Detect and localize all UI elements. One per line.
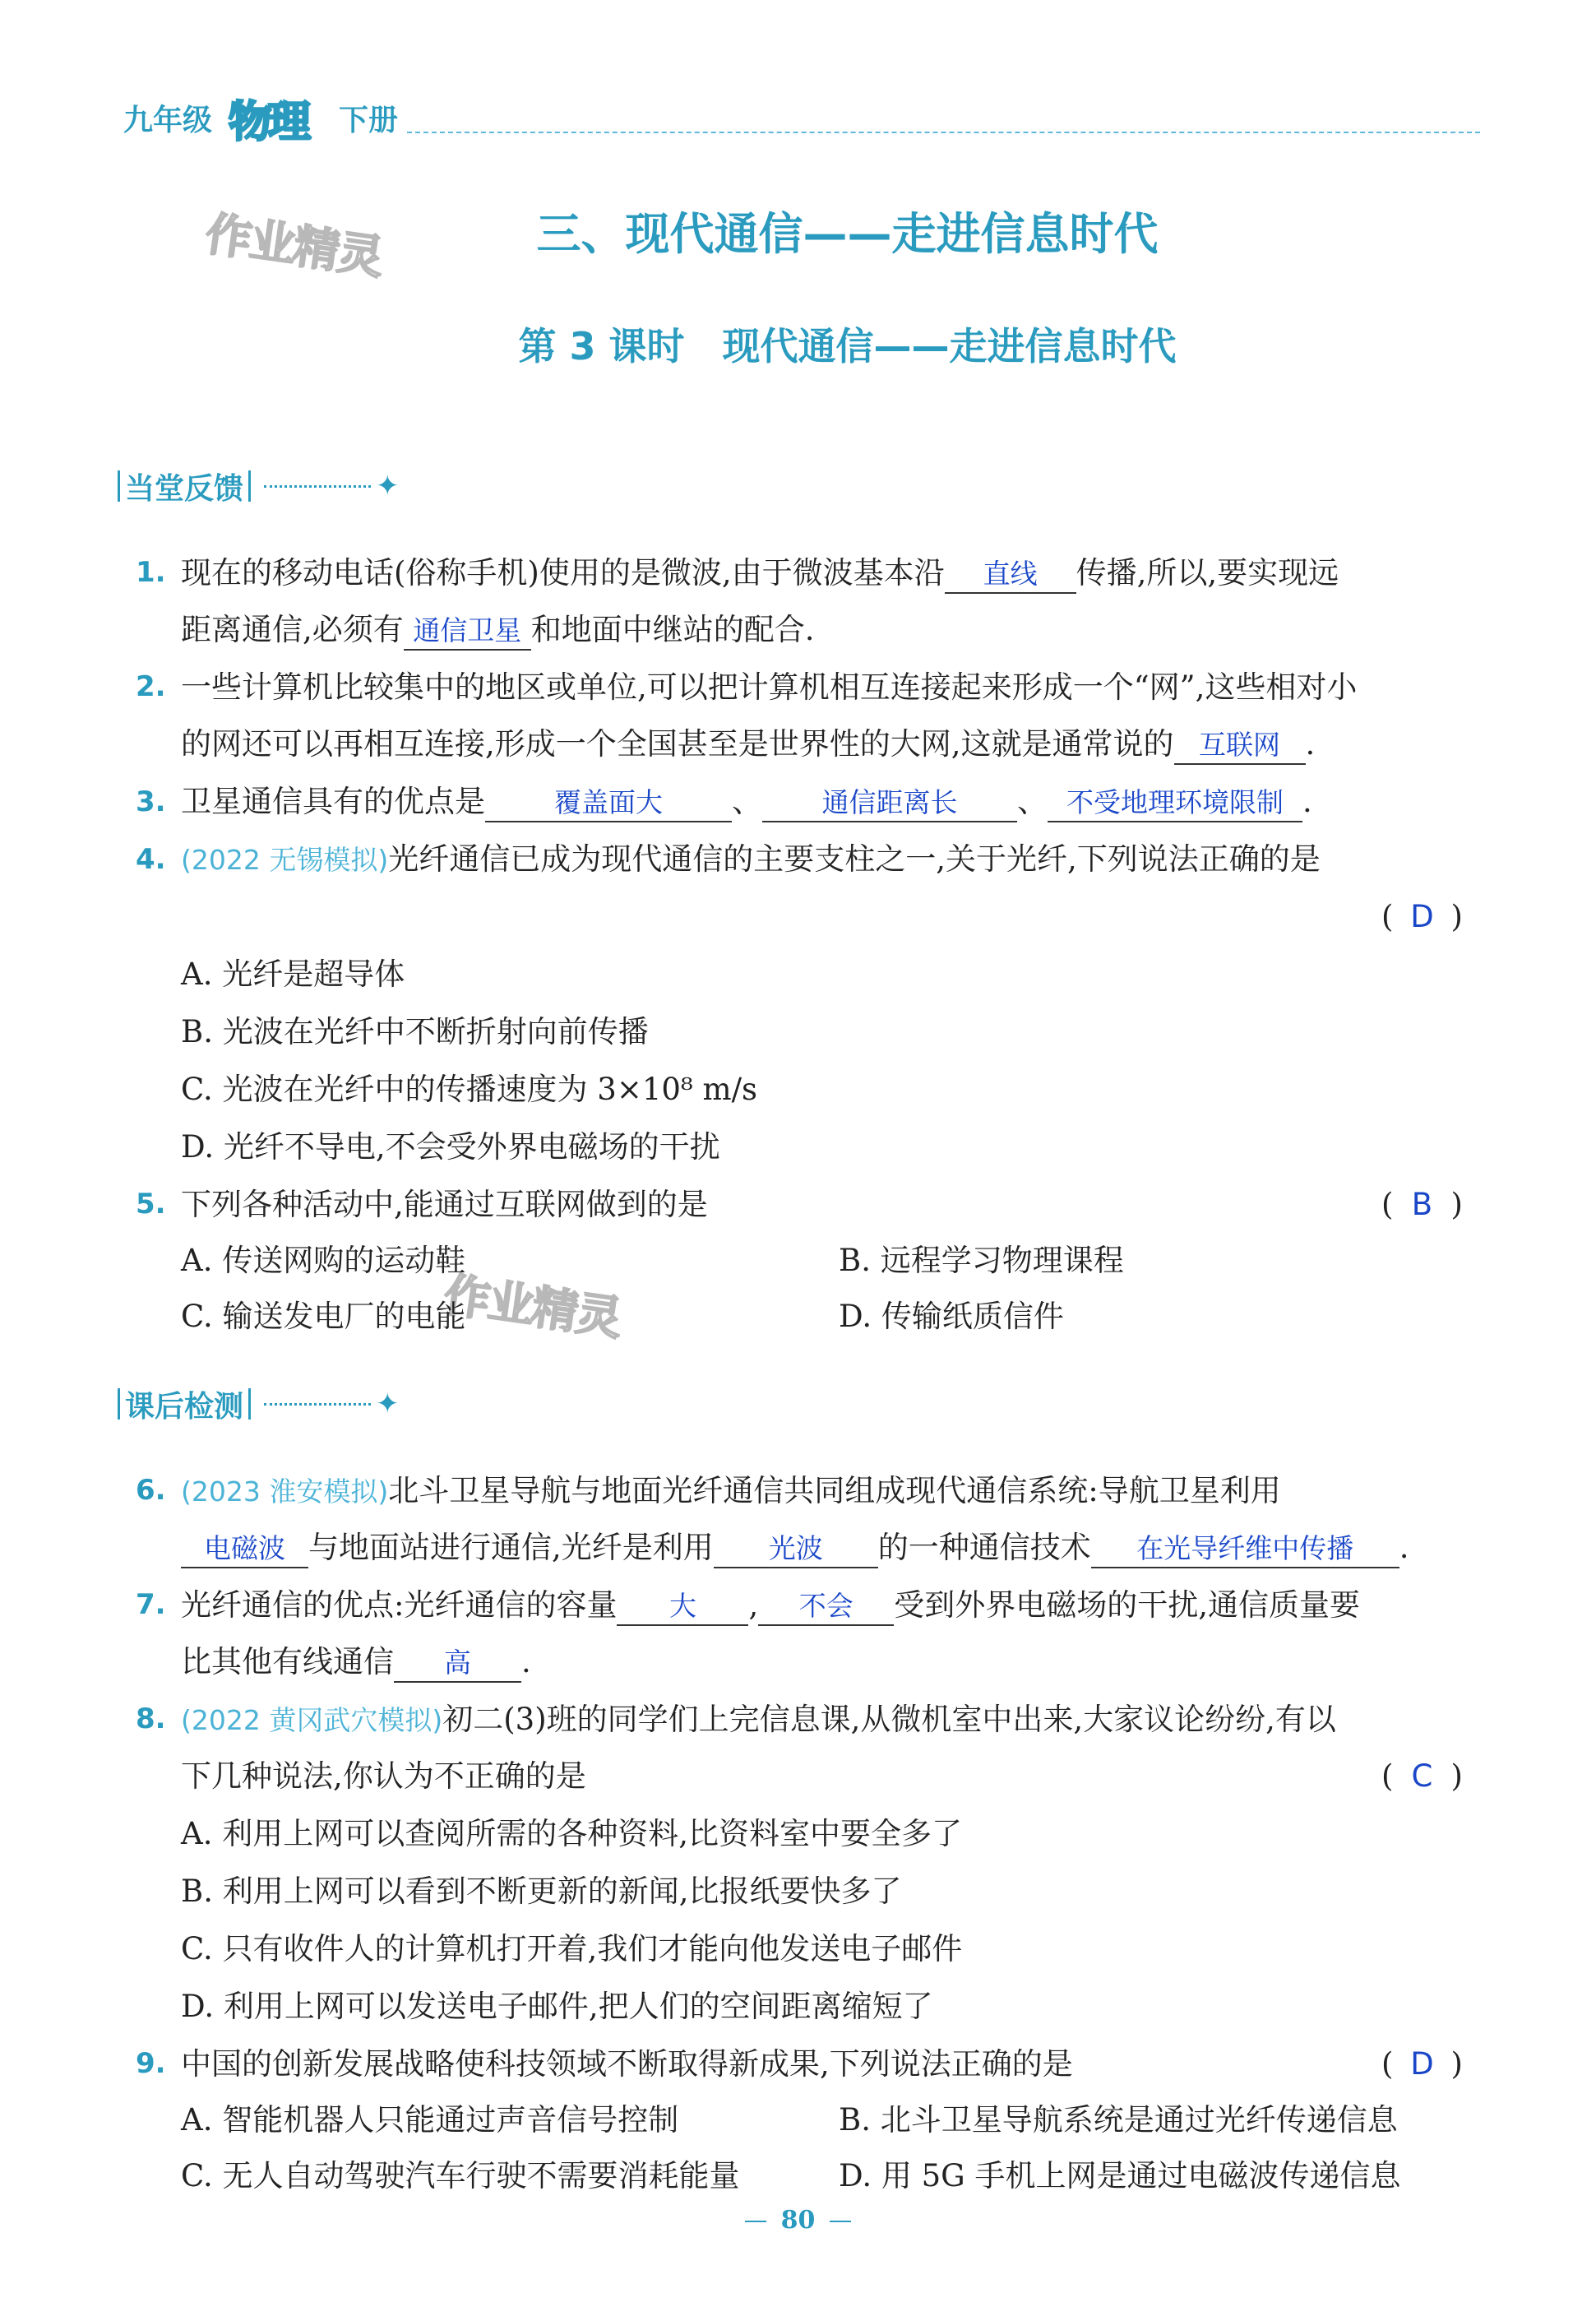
section-title: 当堂反馈	[125, 471, 244, 506]
question-2-line1: 一些计算机比较集中的地区或单位,可以把计算机相互连接起来形成一个“网”,这些相对小	[181, 669, 1358, 705]
answer-blank: 不会	[758, 1588, 894, 1626]
sparkle-icon: ✦	[376, 470, 400, 503]
answer-blank: 光波	[714, 1531, 878, 1568]
question-source: (2022 无锡模拟)	[181, 844, 389, 876]
section-title: 课后检测	[125, 1389, 244, 1424]
question-source: (2023 淮安模拟)	[181, 1475, 389, 1508]
option-b: B. 利用上网可以看到不断更新的新闻,比报纸要快多了	[181, 1874, 902, 1909]
answer-blank: 电磁波	[181, 1531, 308, 1568]
option-c: C. 光波在光纤中的传播速度为 3×10⁸ m/s	[181, 1072, 758, 1107]
question-number: 2.	[136, 670, 166, 703]
option-d: D. 用 5G 手机上网是通过电磁波传递信息	[839, 2158, 1401, 2193]
option-b: B. 光波在光纤中不断折射向前传播	[181, 1014, 649, 1049]
page-footer	[0, 2206, 1596, 2235]
option-d: D. 光纤不导电,不会受外界电磁场的干扰	[181, 1129, 720, 1165]
question-number: 9.	[136, 2047, 166, 2080]
header-subject: 物理	[229, 98, 308, 147]
option-a: A. 智能机器人只能通过声音信号控制	[181, 2102, 679, 2138]
answer-blank: 高	[394, 1645, 521, 1683]
answer-bracket: ( B )	[1381, 1187, 1463, 1222]
question-7-line1: 光纤通信的优点:光纤通信的容量 大 , 不会 受到外界电磁场的干扰,通信质量要	[181, 1585, 1360, 1626]
page-number: 80	[780, 2206, 816, 2235]
question-6-line2: 电磁波 与地面站进行通信,光纤是利用 光波 的一种通信技术 在光导纤维中传播 .	[181, 1527, 1409, 1568]
section-heading-after-class	[118, 1383, 400, 1424]
answer-blank: 大	[617, 1588, 748, 1626]
option-c: C. 只有收件人的计算机打开着,我们才能向他发送电子邮件	[181, 1931, 963, 1966]
question-1-line1: 现在的移动电话(俗称手机)使用的是微波,由于微波基本沿 直线 传播,所以,要实现远	[181, 553, 1339, 594]
option-a: A. 利用上网可以查阅所需的各种资料,比资料室中要全多了	[181, 1816, 963, 1851]
option-b: B. 远程学习物理课程	[839, 1243, 1124, 1278]
answer-blank: 覆盖面大	[485, 785, 732, 822]
answer-blank: 在光导纤维中传播	[1091, 1531, 1399, 1568]
answer-bracket: ( D )	[1381, 899, 1463, 934]
option-a: A. 光纤是超导体	[181, 957, 405, 992]
question-number: 4.	[136, 843, 166, 876]
option-a: A. 传送网购的运动鞋	[181, 1243, 466, 1278]
answer-blank: 互联网	[1174, 727, 1306, 765]
header-grade: 九年级	[123, 104, 213, 137]
header-divider	[407, 132, 1480, 133]
watermark-stamp: 作业精灵	[201, 207, 386, 285]
question-4-stem: (2022 无锡模拟)光纤通信已成为现代通信的主要支柱之一,关于光纤,下列说法正确的是	[181, 841, 1321, 877]
question-number: 3.	[136, 785, 166, 818]
option-c: C. 无人自动驾驶汽车行驶不需要消耗能量	[181, 2158, 740, 2193]
question-number: 6.	[136, 1474, 166, 1507]
question-5-stem: 下列各种活动中,能通过互联网做到的是	[181, 1187, 708, 1222]
section-heading-feedback	[118, 466, 400, 507]
answer-blank: 直线	[945, 556, 1076, 594]
option-b: B. 北斗卫星导航系统是通过光纤传递信息	[839, 2102, 1398, 2138]
question-number: 5.	[136, 1188, 166, 1221]
answer-bracket: ( D )	[1381, 2046, 1463, 2082]
option-d: D. 利用上网可以发送电子邮件,把人们的空间距离缩短了	[181, 1989, 933, 2024]
question-source: (2022 黄冈武穴模拟)	[181, 1704, 443, 1736]
question-2-line2: 的网还可以再相互连接,形成一个全国甚至是世界性的大网,这就是通常说的 互联网 .	[181, 724, 1315, 765]
question-7-line2: 比其他有线通信 高 .	[181, 1642, 531, 1683]
question-3-line: 卫星通信具有的优点是 覆盖面大 、 通信距离长 、 不受地理环境限制 .	[181, 781, 1312, 822]
sparkle-icon: ✦	[376, 1387, 400, 1420]
page-header	[123, 87, 1480, 147]
answer-blank: 通信距离长	[762, 785, 1017, 822]
option-d: D. 传输纸质信件	[839, 1299, 1064, 1334]
question-number: 1.	[136, 556, 166, 589]
question-6-line1: (2023 淮安模拟)北斗卫星导航与地面光纤通信共同组成现代通信系统:导航卫星利用	[181, 1473, 1281, 1508]
option-c: C. 输送发电厂的电能	[181, 1299, 466, 1334]
answer-bracket: ( C )	[1381, 1758, 1463, 1794]
header-volume: 下册	[339, 104, 399, 137]
question-number: 8.	[136, 1702, 166, 1735]
watermark-stamp: 作业精灵	[440, 1268, 624, 1346]
answer-blank: 通信卫星	[404, 613, 531, 651]
lesson-title: 第 3 课时 现代通信——走进信息时代	[518, 324, 1177, 368]
question-1-line2: 距离通信,必须有 通信卫星 和地面中继站的配合.	[181, 609, 815, 651]
question-8-stem1: (2022 黄冈武穴模拟)初二(3)班的同学们上完信息课,从微机室中出来,大家议论纷纷,有以	[181, 1702, 1336, 1737]
question-number: 7.	[136, 1588, 166, 1621]
question-8-stem2: 下几种说法,你认为不正确的是	[181, 1758, 586, 1794]
chapter-title: 三、现代通信——走进信息时代	[536, 208, 1159, 260]
answer-blank: 不受地理环境限制	[1048, 785, 1302, 822]
question-9-stem: 中国的创新发展战略使科技领域不断取得新成果,下列说法正确的是	[181, 2046, 1073, 2082]
